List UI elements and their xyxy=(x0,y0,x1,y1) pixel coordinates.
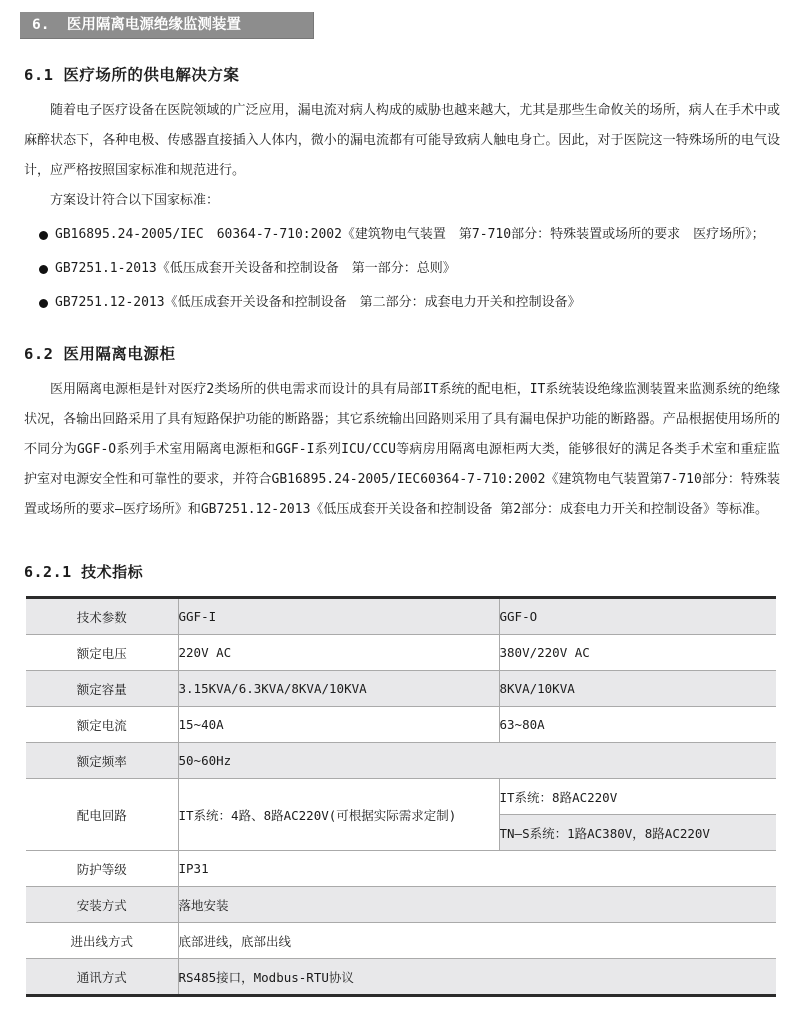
mounting-value: 落地安装 xyxy=(178,887,776,923)
standard-text: GB7251.12-2013《低压成套开关设备和控制设备 第二部分：成套电力开关和控制设备》 xyxy=(55,295,581,310)
current-ggf-i: 15~40A xyxy=(178,707,499,743)
row-label-mounting: 安装方式 xyxy=(26,887,178,923)
table-row xyxy=(26,887,776,923)
table-row xyxy=(26,851,776,887)
protection-value: IP31 xyxy=(178,851,776,887)
communication-value: RS485接口，Modbus-RTU协议 xyxy=(178,959,776,996)
voltage-ggf-i: 220V AC xyxy=(178,635,499,671)
row-label-protection: 防护等级 xyxy=(26,851,178,887)
current-ggf-o: 63~80A xyxy=(499,707,776,743)
table-row xyxy=(26,959,776,996)
section-6-2-1-heading: 6.2.1 技术指标 xyxy=(24,563,144,581)
table-row xyxy=(26,743,776,779)
table-row xyxy=(26,923,776,959)
circuits-ggf-o-tns: TN—S系统：1路AC380V，8路AC220V xyxy=(499,815,776,851)
row-label-capacity: 额定容量 xyxy=(26,671,178,707)
list-item xyxy=(24,220,780,250)
row-label-current: 额定电流 xyxy=(26,707,178,743)
bullet-icon xyxy=(39,231,48,240)
section-6-2-heading: 6.2 医用隔离电源柜 xyxy=(24,345,176,363)
table-row xyxy=(26,671,776,707)
wiring-value: 底部进线，底部出线 xyxy=(178,923,776,959)
standard-text: GB16895.24-2005/IEC 60364-7-710:2002《建筑物电气装置 第7-710部分：特殊装置或场所的要求 医疗场所》； xyxy=(55,227,765,242)
table-row xyxy=(26,598,776,635)
section-6-2-paragraph: 医用隔离电源柜是针对医疗2类场所的供电需求而设计的具有局部IT系统的配电柜，IT系统装设绝缘监测装置来监测系统的绝缘状况，各输出回路采用了具有短路保护功能的断路器；其它系统输出回路则采用了具有漏电保护功能的断路器。产品根据使用场所的不同分为GGF-O系列手术室用隔离电源柜和GGF-I系列ICU/CCU等病房用隔离电源柜两大类，能够很好的满足各类手术室和重症监护室对电源安全性和可靠性的要求，并符合GB16895.24-2005/IEC60364-7-710:2002《建筑物电气装置第7-710部分：特殊装置或场所的要求—医疗场所》和GB7251.12-2013《低压成套开关设备和控制设备 第2部分：成套电力开关和控制设备》等标准。 xyxy=(24,382,780,517)
circuits-ggf-o-it: IT系统：8路AC220V xyxy=(499,779,776,815)
capacity-ggf-i: 3.15KVA/6.3KVA/8KVA/10KVA xyxy=(178,671,499,707)
section-6-1-paragraph: 随着电子医疗设备在医院领域的广泛应用，漏电流对病人构成的威胁也越来越大，尤其是那些生命攸关的场所，病人在手术中或麻醉状态下，各种电极、传感器直接插入人体内，微小的漏电流都有可能导致病人触电身亡。因此，对于医院这一特殊场所的电气设计，应严格按照国家标准和规范进行。 xyxy=(24,103,780,178)
row-label-frequency: 额定频率 xyxy=(26,743,178,779)
table-row xyxy=(26,635,776,671)
frequency-value: 50~60Hz xyxy=(178,743,776,779)
row-label-voltage: 额定电压 xyxy=(26,635,178,671)
chapter-title-bar: 6. 医用隔离电源绝缘监测装置 xyxy=(20,12,314,39)
list-item xyxy=(24,288,780,318)
table-header-ggf-o: GGF-O xyxy=(499,598,776,635)
row-label-wiring: 进出线方式 xyxy=(26,923,178,959)
capacity-ggf-o: 8KVA/10KVA xyxy=(499,671,776,707)
standard-text: GB7251.1-2013《低压成套开关设备和控制设备 第一部分：总则》 xyxy=(55,261,456,276)
standards-list xyxy=(24,220,780,318)
section-6-1-heading: 6.1 医疗场所的供电解决方案 xyxy=(24,66,240,84)
table-row xyxy=(26,707,776,743)
list-item xyxy=(24,254,780,284)
tech-specs-table xyxy=(26,596,776,997)
table-header-param: 技术参数 xyxy=(26,598,178,635)
row-label-communication: 通讯方式 xyxy=(26,959,178,996)
bullet-icon xyxy=(39,265,48,274)
table-header-ggf-i: GGF-I xyxy=(178,598,499,635)
circuits-ggf-i: IT系统：4路、8路AC220V(可根据实际需求定制) xyxy=(178,779,499,851)
row-label-circuits: 配电回路 xyxy=(26,779,178,851)
voltage-ggf-o: 380V/220V AC xyxy=(499,635,776,671)
bullet-icon xyxy=(39,299,48,308)
table-row xyxy=(26,779,776,815)
standards-list-intro: 方案设计符合以下国家标准： xyxy=(50,193,220,208)
